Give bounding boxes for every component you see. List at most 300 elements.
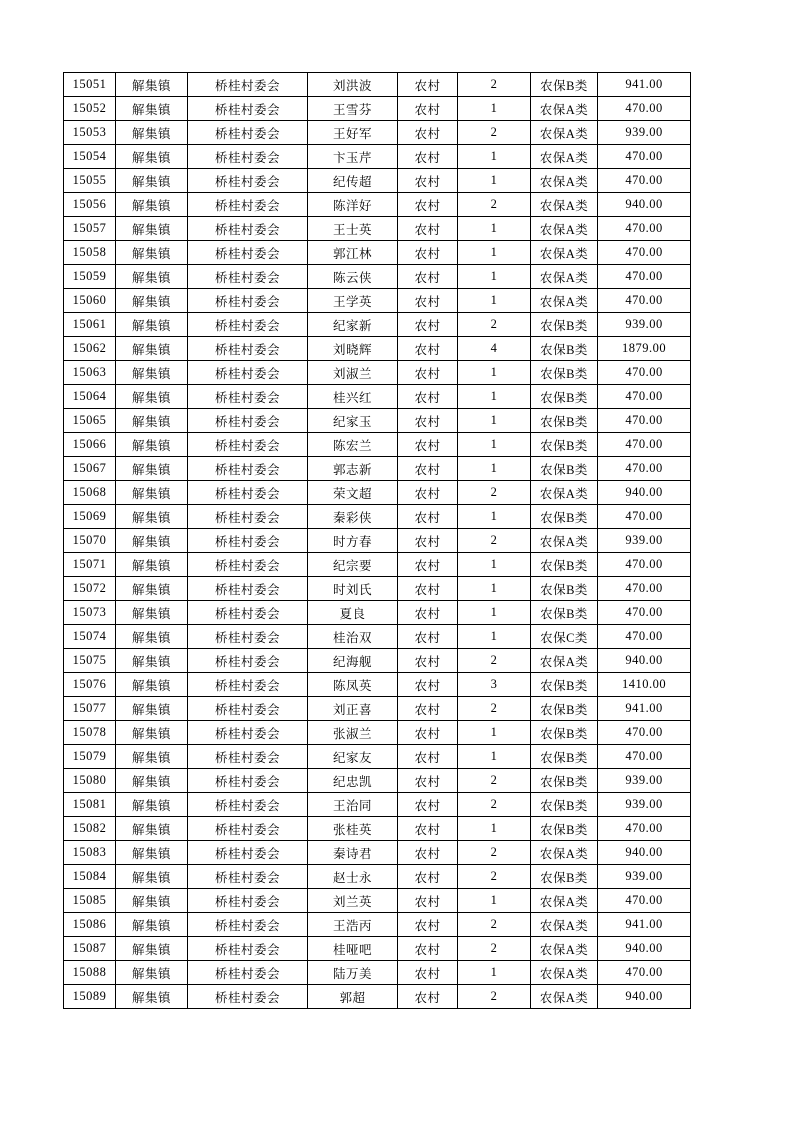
cell-insurance_category: 农保B类 bbox=[531, 409, 598, 433]
cell-id: 15060 bbox=[64, 289, 116, 313]
cell-id: 15053 bbox=[64, 121, 116, 145]
cell-town: 解集镇 bbox=[116, 337, 188, 361]
cell-town: 解集镇 bbox=[116, 889, 188, 913]
cell-village_committee: 桥桂村委会 bbox=[188, 121, 308, 145]
cell-residence_type: 农村 bbox=[398, 793, 458, 817]
cell-town: 解集镇 bbox=[116, 865, 188, 889]
cell-village_committee: 桥桂村委会 bbox=[188, 841, 308, 865]
cell-village_committee: 桥桂村委会 bbox=[188, 697, 308, 721]
cell-name: 王学英 bbox=[308, 289, 398, 313]
cell-person_count: 1 bbox=[458, 97, 531, 121]
cell-id: 15055 bbox=[64, 169, 116, 193]
cell-residence_type: 农村 bbox=[398, 433, 458, 457]
table-row bbox=[64, 817, 691, 841]
cell-name: 卞玉芹 bbox=[308, 145, 398, 169]
cell-name: 刘晓辉 bbox=[308, 337, 398, 361]
table-row bbox=[64, 361, 691, 385]
cell-insurance_category: 农保A类 bbox=[531, 217, 598, 241]
table-row bbox=[64, 793, 691, 817]
cell-amount: 470.00 bbox=[598, 553, 691, 577]
cell-name: 刘洪波 bbox=[308, 73, 398, 97]
cell-insurance_category: 农保A类 bbox=[531, 889, 598, 913]
cell-town: 解集镇 bbox=[116, 289, 188, 313]
cell-person_count: 1 bbox=[458, 817, 531, 841]
table-row bbox=[64, 433, 691, 457]
cell-amount: 939.00 bbox=[598, 793, 691, 817]
cell-id: 15087 bbox=[64, 937, 116, 961]
cell-id: 15067 bbox=[64, 457, 116, 481]
cell-name: 郭志新 bbox=[308, 457, 398, 481]
table-row bbox=[64, 313, 691, 337]
cell-amount: 470.00 bbox=[598, 817, 691, 841]
table-row bbox=[64, 673, 691, 697]
cell-amount: 470.00 bbox=[598, 265, 691, 289]
cell-town: 解集镇 bbox=[116, 505, 188, 529]
cell-name: 时方春 bbox=[308, 529, 398, 553]
cell-residence_type: 农村 bbox=[398, 409, 458, 433]
cell-residence_type: 农村 bbox=[398, 649, 458, 673]
cell-village_committee: 桥桂村委会 bbox=[188, 529, 308, 553]
cell-person_count: 2 bbox=[458, 73, 531, 97]
cell-person_count: 1 bbox=[458, 385, 531, 409]
cell-amount: 470.00 bbox=[598, 97, 691, 121]
cell-village_committee: 桥桂村委会 bbox=[188, 313, 308, 337]
cell-insurance_category: 农保A类 bbox=[531, 193, 598, 217]
cell-residence_type: 农村 bbox=[398, 841, 458, 865]
cell-insurance_category: 农保B类 bbox=[531, 673, 598, 697]
cell-insurance_category: 农保B类 bbox=[531, 601, 598, 625]
cell-insurance_category: 农保B类 bbox=[531, 457, 598, 481]
cell-insurance_category: 农保B类 bbox=[531, 697, 598, 721]
cell-person_count: 1 bbox=[458, 721, 531, 745]
table-row bbox=[64, 217, 691, 241]
cell-village_committee: 桥桂村委会 bbox=[188, 817, 308, 841]
table-row bbox=[64, 505, 691, 529]
cell-village_committee: 桥桂村委会 bbox=[188, 433, 308, 457]
cell-amount: 940.00 bbox=[598, 649, 691, 673]
cell-person_count: 2 bbox=[458, 193, 531, 217]
cell-amount: 470.00 bbox=[598, 409, 691, 433]
cell-insurance_category: 农保B类 bbox=[531, 553, 598, 577]
cell-person_count: 2 bbox=[458, 697, 531, 721]
cell-insurance_category: 农保A类 bbox=[531, 169, 598, 193]
cell-insurance_category: 农保B类 bbox=[531, 361, 598, 385]
cell-name: 纪海舰 bbox=[308, 649, 398, 673]
cell-town: 解集镇 bbox=[116, 241, 188, 265]
cell-town: 解集镇 bbox=[116, 913, 188, 937]
cell-name: 王雪芬 bbox=[308, 97, 398, 121]
cell-name: 郭超 bbox=[308, 985, 398, 1009]
cell-amount: 940.00 bbox=[598, 841, 691, 865]
cell-name: 张桂英 bbox=[308, 817, 398, 841]
table-row bbox=[64, 769, 691, 793]
cell-name: 王浩丙 bbox=[308, 913, 398, 937]
cell-person_count: 4 bbox=[458, 337, 531, 361]
cell-name: 赵士永 bbox=[308, 865, 398, 889]
cell-insurance_category: 农保A类 bbox=[531, 241, 598, 265]
cell-insurance_category: 农保B类 bbox=[531, 865, 598, 889]
cell-town: 解集镇 bbox=[116, 361, 188, 385]
cell-amount: 939.00 bbox=[598, 865, 691, 889]
cell-village_committee: 桥桂村委会 bbox=[188, 913, 308, 937]
cell-town: 解集镇 bbox=[116, 817, 188, 841]
cell-person_count: 1 bbox=[458, 601, 531, 625]
cell-id: 15073 bbox=[64, 601, 116, 625]
cell-village_committee: 桥桂村委会 bbox=[188, 217, 308, 241]
cell-name: 刘淑兰 bbox=[308, 361, 398, 385]
cell-id: 15061 bbox=[64, 313, 116, 337]
cell-name: 纪家友 bbox=[308, 745, 398, 769]
cell-town: 解集镇 bbox=[116, 793, 188, 817]
cell-id: 15057 bbox=[64, 217, 116, 241]
cell-insurance_category: 农保B类 bbox=[531, 433, 598, 457]
cell-residence_type: 农村 bbox=[398, 337, 458, 361]
cell-name: 纪宗要 bbox=[308, 553, 398, 577]
cell-amount: 940.00 bbox=[598, 937, 691, 961]
cell-residence_type: 农村 bbox=[398, 97, 458, 121]
cell-person_count: 2 bbox=[458, 913, 531, 937]
cell-amount: 470.00 bbox=[598, 361, 691, 385]
cell-residence_type: 农村 bbox=[398, 145, 458, 169]
cell-insurance_category: 农保A类 bbox=[531, 97, 598, 121]
cell-id: 15071 bbox=[64, 553, 116, 577]
cell-amount: 939.00 bbox=[598, 769, 691, 793]
cell-amount: 470.00 bbox=[598, 457, 691, 481]
cell-residence_type: 农村 bbox=[398, 505, 458, 529]
cell-residence_type: 农村 bbox=[398, 961, 458, 985]
cell-person_count: 1 bbox=[458, 409, 531, 433]
cell-name: 时刘氏 bbox=[308, 577, 398, 601]
cell-name: 荣文超 bbox=[308, 481, 398, 505]
cell-id: 15082 bbox=[64, 817, 116, 841]
table-row bbox=[64, 457, 691, 481]
cell-village_committee: 桥桂村委会 bbox=[188, 241, 308, 265]
table-row bbox=[64, 961, 691, 985]
cell-person_count: 1 bbox=[458, 457, 531, 481]
cell-village_committee: 桥桂村委会 bbox=[188, 889, 308, 913]
cell-person_count: 1 bbox=[458, 505, 531, 529]
cell-amount: 470.00 bbox=[598, 889, 691, 913]
cell-town: 解集镇 bbox=[116, 217, 188, 241]
cell-village_committee: 桥桂村委会 bbox=[188, 793, 308, 817]
cell-id: 15080 bbox=[64, 769, 116, 793]
table-row bbox=[64, 745, 691, 769]
cell-person_count: 1 bbox=[458, 361, 531, 385]
cell-person_count: 1 bbox=[458, 265, 531, 289]
cell-id: 15059 bbox=[64, 265, 116, 289]
cell-person_count: 2 bbox=[458, 985, 531, 1009]
table-row bbox=[64, 409, 691, 433]
cell-residence_type: 农村 bbox=[398, 745, 458, 769]
cell-village_committee: 桥桂村委会 bbox=[188, 769, 308, 793]
cell-amount: 470.00 bbox=[598, 145, 691, 169]
cell-insurance_category: 农保A类 bbox=[531, 145, 598, 169]
table-row bbox=[64, 241, 691, 265]
cell-town: 解集镇 bbox=[116, 265, 188, 289]
cell-id: 15069 bbox=[64, 505, 116, 529]
table-row bbox=[64, 385, 691, 409]
table-row bbox=[64, 865, 691, 889]
cell-person_count: 1 bbox=[458, 625, 531, 649]
cell-amount: 470.00 bbox=[598, 625, 691, 649]
cell-amount: 939.00 bbox=[598, 529, 691, 553]
cell-person_count: 2 bbox=[458, 841, 531, 865]
cell-id: 15089 bbox=[64, 985, 116, 1009]
cell-person_count: 2 bbox=[458, 793, 531, 817]
cell-person_count: 2 bbox=[458, 529, 531, 553]
cell-id: 15052 bbox=[64, 97, 116, 121]
payment-roster-table bbox=[63, 72, 691, 1009]
cell-village_committee: 桥桂村委会 bbox=[188, 577, 308, 601]
cell-id: 15070 bbox=[64, 529, 116, 553]
cell-id: 15078 bbox=[64, 721, 116, 745]
cell-residence_type: 农村 bbox=[398, 361, 458, 385]
table-row bbox=[64, 577, 691, 601]
cell-amount: 940.00 bbox=[598, 985, 691, 1009]
cell-village_committee: 桥桂村委会 bbox=[188, 865, 308, 889]
cell-village_committee: 桥桂村委会 bbox=[188, 553, 308, 577]
cell-insurance_category: 农保A类 bbox=[531, 937, 598, 961]
table-row bbox=[64, 193, 691, 217]
cell-person_count: 2 bbox=[458, 937, 531, 961]
cell-amount: 941.00 bbox=[598, 697, 691, 721]
cell-insurance_category: 农保A类 bbox=[531, 841, 598, 865]
cell-name: 王好军 bbox=[308, 121, 398, 145]
cell-insurance_category: 农保A类 bbox=[531, 961, 598, 985]
cell-insurance_category: 农保B类 bbox=[531, 721, 598, 745]
cell-id: 15058 bbox=[64, 241, 116, 265]
cell-amount: 470.00 bbox=[598, 745, 691, 769]
cell-insurance_category: 农保A类 bbox=[531, 289, 598, 313]
cell-name: 刘兰英 bbox=[308, 889, 398, 913]
cell-person_count: 2 bbox=[458, 769, 531, 793]
cell-residence_type: 农村 bbox=[398, 889, 458, 913]
cell-insurance_category: 农保A类 bbox=[531, 649, 598, 673]
cell-person_count: 2 bbox=[458, 865, 531, 889]
cell-amount: 470.00 bbox=[598, 505, 691, 529]
cell-name: 秦诗君 bbox=[308, 841, 398, 865]
cell-insurance_category: 农保A类 bbox=[531, 265, 598, 289]
cell-name: 桂哑吧 bbox=[308, 937, 398, 961]
cell-amount: 470.00 bbox=[598, 961, 691, 985]
cell-person_count: 2 bbox=[458, 481, 531, 505]
table-row bbox=[64, 481, 691, 505]
table-row bbox=[64, 169, 691, 193]
cell-village_committee: 桥桂村委会 bbox=[188, 625, 308, 649]
cell-person_count: 1 bbox=[458, 169, 531, 193]
cell-name: 陆万美 bbox=[308, 961, 398, 985]
cell-town: 解集镇 bbox=[116, 673, 188, 697]
cell-id: 15062 bbox=[64, 337, 116, 361]
cell-id: 15063 bbox=[64, 361, 116, 385]
cell-residence_type: 农村 bbox=[398, 73, 458, 97]
cell-person_count: 3 bbox=[458, 673, 531, 697]
cell-residence_type: 农村 bbox=[398, 625, 458, 649]
cell-town: 解集镇 bbox=[116, 73, 188, 97]
table-row bbox=[64, 529, 691, 553]
cell-amount: 941.00 bbox=[598, 913, 691, 937]
cell-name: 陈宏兰 bbox=[308, 433, 398, 457]
cell-residence_type: 农村 bbox=[398, 937, 458, 961]
cell-person_count: 1 bbox=[458, 745, 531, 769]
cell-name: 陈凤英 bbox=[308, 673, 398, 697]
cell-amount: 1410.00 bbox=[598, 673, 691, 697]
cell-person_count: 1 bbox=[458, 889, 531, 913]
cell-insurance_category: 农保B类 bbox=[531, 505, 598, 529]
cell-amount: 470.00 bbox=[598, 721, 691, 745]
cell-insurance_category: 农保B类 bbox=[531, 337, 598, 361]
cell-person_count: 1 bbox=[458, 289, 531, 313]
table-row bbox=[64, 625, 691, 649]
cell-name: 桂治双 bbox=[308, 625, 398, 649]
cell-insurance_category: 农保C类 bbox=[531, 625, 598, 649]
table-row bbox=[64, 97, 691, 121]
cell-person_count: 1 bbox=[458, 577, 531, 601]
cell-id: 15054 bbox=[64, 145, 116, 169]
cell-town: 解集镇 bbox=[116, 145, 188, 169]
cell-town: 解集镇 bbox=[116, 457, 188, 481]
cell-residence_type: 农村 bbox=[398, 697, 458, 721]
cell-name: 郭江林 bbox=[308, 241, 398, 265]
cell-village_committee: 桥桂村委会 bbox=[188, 745, 308, 769]
cell-town: 解集镇 bbox=[116, 553, 188, 577]
cell-person_count: 1 bbox=[458, 217, 531, 241]
cell-name: 王士英 bbox=[308, 217, 398, 241]
payment-table-body bbox=[64, 73, 691, 1009]
cell-insurance_category: 农保A类 bbox=[531, 481, 598, 505]
cell-residence_type: 农村 bbox=[398, 985, 458, 1009]
cell-amount: 939.00 bbox=[598, 121, 691, 145]
cell-person_count: 1 bbox=[458, 553, 531, 577]
cell-village_committee: 桥桂村委会 bbox=[188, 289, 308, 313]
cell-residence_type: 农村 bbox=[398, 577, 458, 601]
cell-amount: 939.00 bbox=[598, 313, 691, 337]
table-row bbox=[64, 889, 691, 913]
cell-town: 解集镇 bbox=[116, 769, 188, 793]
cell-id: 15066 bbox=[64, 433, 116, 457]
table-row bbox=[64, 841, 691, 865]
cell-id: 15077 bbox=[64, 697, 116, 721]
cell-residence_type: 农村 bbox=[398, 193, 458, 217]
table-row bbox=[64, 601, 691, 625]
table-row bbox=[64, 265, 691, 289]
cell-person_count: 2 bbox=[458, 649, 531, 673]
cell-insurance_category: 农保B类 bbox=[531, 313, 598, 337]
cell-id: 15068 bbox=[64, 481, 116, 505]
cell-residence_type: 农村 bbox=[398, 265, 458, 289]
cell-village_committee: 桥桂村委会 bbox=[188, 409, 308, 433]
cell-name: 纪传超 bbox=[308, 169, 398, 193]
cell-id: 15075 bbox=[64, 649, 116, 673]
cell-village_committee: 桥桂村委会 bbox=[188, 73, 308, 97]
cell-village_committee: 桥桂村委会 bbox=[188, 673, 308, 697]
cell-name: 刘正喜 bbox=[308, 697, 398, 721]
cell-residence_type: 农村 bbox=[398, 121, 458, 145]
cell-insurance_category: 农保B类 bbox=[531, 385, 598, 409]
cell-town: 解集镇 bbox=[116, 193, 188, 217]
cell-village_committee: 桥桂村委会 bbox=[188, 481, 308, 505]
cell-insurance_category: 农保B类 bbox=[531, 577, 598, 601]
table-row bbox=[64, 985, 691, 1009]
cell-id: 15056 bbox=[64, 193, 116, 217]
table-row bbox=[64, 553, 691, 577]
cell-id: 15086 bbox=[64, 913, 116, 937]
cell-id: 15051 bbox=[64, 73, 116, 97]
cell-residence_type: 农村 bbox=[398, 169, 458, 193]
cell-village_committee: 桥桂村委会 bbox=[188, 265, 308, 289]
table-row bbox=[64, 913, 691, 937]
cell-residence_type: 农村 bbox=[398, 721, 458, 745]
cell-name: 张淑兰 bbox=[308, 721, 398, 745]
cell-insurance_category: 农保B类 bbox=[531, 73, 598, 97]
cell-residence_type: 农村 bbox=[398, 481, 458, 505]
table-row bbox=[64, 697, 691, 721]
cell-residence_type: 农村 bbox=[398, 673, 458, 697]
cell-id: 15074 bbox=[64, 625, 116, 649]
cell-residence_type: 农村 bbox=[398, 457, 458, 481]
cell-amount: 470.00 bbox=[598, 433, 691, 457]
cell-town: 解集镇 bbox=[116, 385, 188, 409]
cell-amount: 470.00 bbox=[598, 241, 691, 265]
cell-town: 解集镇 bbox=[116, 529, 188, 553]
cell-amount: 470.00 bbox=[598, 577, 691, 601]
cell-name: 陈洋好 bbox=[308, 193, 398, 217]
cell-insurance_category: 农保B类 bbox=[531, 817, 598, 841]
cell-id: 15083 bbox=[64, 841, 116, 865]
cell-village_committee: 桥桂村委会 bbox=[188, 961, 308, 985]
cell-village_committee: 桥桂村委会 bbox=[188, 385, 308, 409]
table-row bbox=[64, 721, 691, 745]
table-row bbox=[64, 337, 691, 361]
cell-town: 解集镇 bbox=[116, 697, 188, 721]
cell-person_count: 1 bbox=[458, 961, 531, 985]
cell-amount: 470.00 bbox=[598, 169, 691, 193]
cell-town: 解集镇 bbox=[116, 481, 188, 505]
cell-town: 解集镇 bbox=[116, 961, 188, 985]
cell-person_count: 2 bbox=[458, 313, 531, 337]
cell-village_committee: 桥桂村委会 bbox=[188, 457, 308, 481]
cell-amount: 470.00 bbox=[598, 601, 691, 625]
cell-town: 解集镇 bbox=[116, 97, 188, 121]
table-row bbox=[64, 289, 691, 313]
cell-village_committee: 桥桂村委会 bbox=[188, 505, 308, 529]
cell-village_committee: 桥桂村委会 bbox=[188, 985, 308, 1009]
cell-town: 解集镇 bbox=[116, 169, 188, 193]
table-row bbox=[64, 121, 691, 145]
cell-residence_type: 农村 bbox=[398, 241, 458, 265]
cell-town: 解集镇 bbox=[116, 841, 188, 865]
cell-id: 15079 bbox=[64, 745, 116, 769]
table-row bbox=[64, 649, 691, 673]
table-row bbox=[64, 73, 691, 97]
cell-person_count: 1 bbox=[458, 241, 531, 265]
cell-amount: 1879.00 bbox=[598, 337, 691, 361]
cell-residence_type: 农村 bbox=[398, 601, 458, 625]
cell-amount: 941.00 bbox=[598, 73, 691, 97]
cell-town: 解集镇 bbox=[116, 601, 188, 625]
cell-name: 王治同 bbox=[308, 793, 398, 817]
cell-residence_type: 农村 bbox=[398, 817, 458, 841]
cell-town: 解集镇 bbox=[116, 313, 188, 337]
cell-residence_type: 农村 bbox=[398, 529, 458, 553]
cell-village_committee: 桥桂村委会 bbox=[188, 649, 308, 673]
cell-town: 解集镇 bbox=[116, 745, 188, 769]
cell-residence_type: 农村 bbox=[398, 865, 458, 889]
cell-town: 解集镇 bbox=[116, 721, 188, 745]
cell-village_committee: 桥桂村委会 bbox=[188, 937, 308, 961]
cell-residence_type: 农村 bbox=[398, 913, 458, 937]
cell-village_committee: 桥桂村委会 bbox=[188, 361, 308, 385]
